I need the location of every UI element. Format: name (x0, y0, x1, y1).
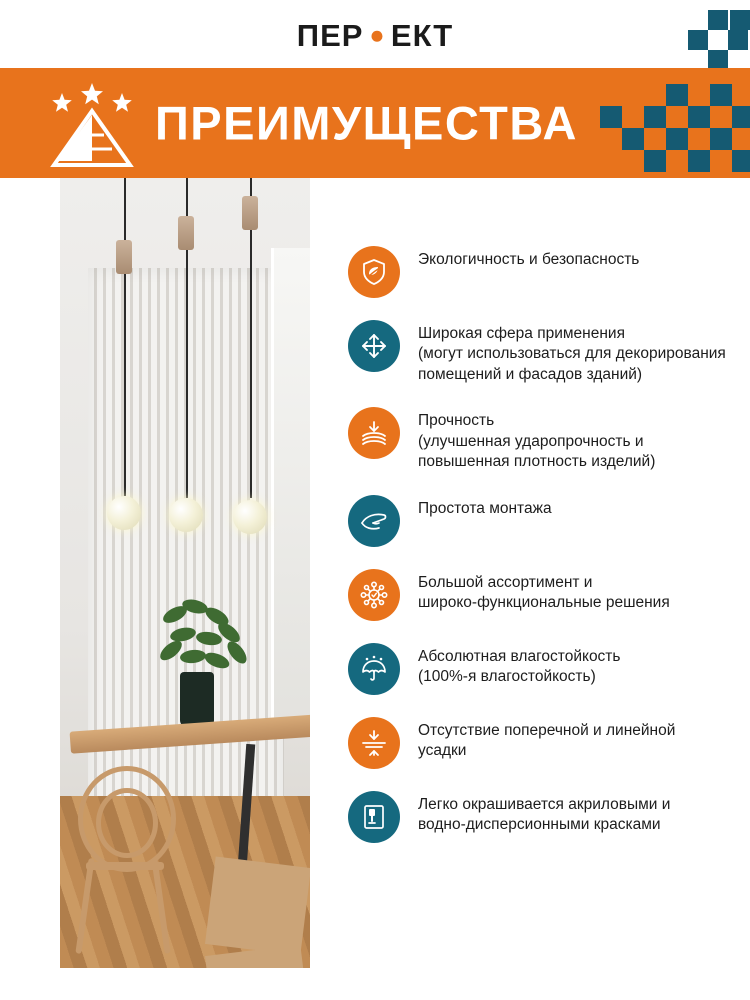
list-item-subtitle: (могут использоваться для декорирования помещений и фасадов зданий) (418, 345, 726, 383)
pyramid-stars-logo-icon (42, 77, 142, 169)
brand-logo-dot (363, 18, 390, 54)
list-item-text (418, 407, 728, 472)
advantages-banner (0, 68, 750, 178)
list-item (348, 246, 728, 298)
checkerboard-decoration-top (630, 10, 750, 68)
list-item-subtitle: (100%-я влагостойкость) (418, 668, 596, 686)
interior-photo (60, 178, 310, 968)
list-item-subtitle: водно-дисперсионными красками (418, 816, 661, 834)
easy-install-hand-panel-icon (348, 495, 400, 547)
list-item-title: Отсутствие поперечной и линейной (418, 721, 676, 739)
list-item (348, 643, 728, 695)
brand-text-part2: ЕКТ (390, 18, 454, 53)
advantages-list (310, 178, 750, 990)
list-item (348, 717, 728, 769)
paint-brush-icon (348, 791, 400, 843)
list-item (348, 495, 728, 547)
list-item-subtitle: усадки (418, 742, 467, 760)
list-item-subtitle: широко-функциональные решения (418, 594, 670, 612)
no-shrinkage-arrows-icon (348, 717, 400, 769)
list-item-text (418, 320, 728, 385)
list-item-text (418, 569, 670, 614)
page-content (0, 178, 750, 990)
strength-layers-arrow-icon (348, 407, 400, 459)
list-item-title: Большой ассортимент и (418, 573, 593, 591)
list-item (348, 320, 728, 385)
brand-text-part1: ПЕР (296, 18, 364, 53)
list-item-title: Широкая сфера применения (418, 325, 625, 342)
umbrella-water-drops-icon (348, 643, 400, 695)
list-item-subtitle: (улучшенная ударопрочность и повышенная плотность изделий) (418, 432, 656, 471)
list-item-title: Абсолютная влагостойкость (418, 647, 621, 665)
list-item (348, 791, 728, 843)
list-item-text (418, 643, 620, 688)
list-item-text (418, 717, 675, 762)
list-item (348, 407, 728, 472)
list-item-title: Прочность (418, 412, 495, 430)
page-title: ПРЕИМУЩЕСТВА (155, 96, 578, 150)
eco-leaf-shield-icon (348, 246, 400, 298)
list-item-title: Простота монтажа (418, 499, 552, 517)
page-header (0, 0, 750, 68)
checkerboard-decoration-banner (600, 68, 750, 178)
four-arrows-expand-icon (348, 320, 400, 372)
assortment-network-icon (348, 569, 400, 621)
list-item-title: Экологичность и безопасность (418, 251, 640, 268)
list-item-text (418, 495, 552, 519)
list-item-text (418, 791, 670, 836)
list-item-text (418, 246, 639, 270)
list-item (348, 569, 728, 621)
list-item-title: Легко окрашивается акриловыми и (418, 795, 671, 813)
